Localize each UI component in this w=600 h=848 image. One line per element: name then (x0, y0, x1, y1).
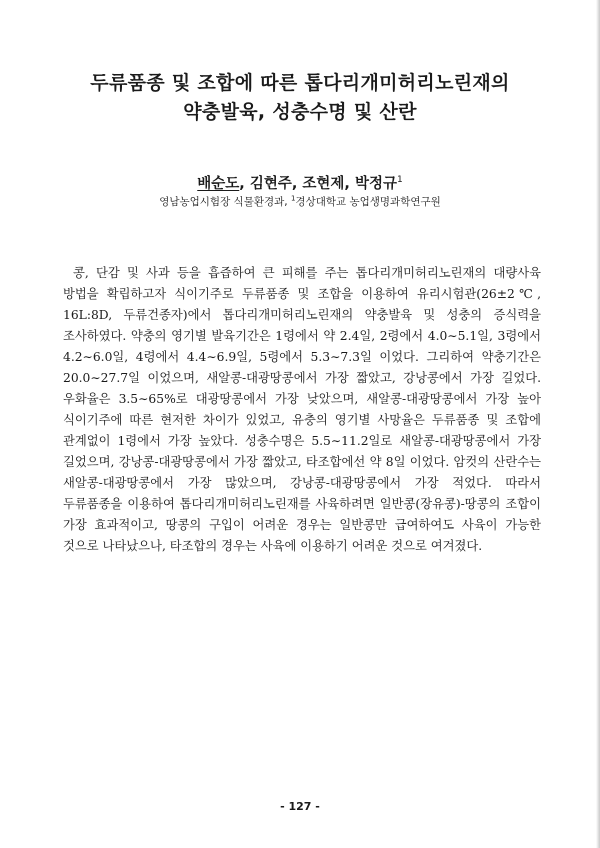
abstract-body: 콩, 단감 및 사과 등을 흡즙하여 큰 피해를 주는 톱다리개미허리노린재의 대량사육 방법을 확립하고자 식이기주로 두류품종 및 조합을 이용하여 유리시험관(26±2℃, 16L:8D, 두류건종자)에서 톱다리개미허리노린재의 약충발육 및 성충의 증식력을 조사하였다. 약충의 영기별 발육기간은 1령에서 약 2.4일, 2령에서 4.0∼5.1일, 3령에서 4.2∼6.0일, 4령에서 4.4∼6.9일, 5령에서 5.3∼7.3일 이었다. 그리하여 약충기간은 20.0∼27.7일 이었으며, 새알콩-대광땅콩에서 가장 짧았고, 강낭콩에서 가장 길었다. 우화율은 3.5∼65%로 대광땅콩에서 가장 낮았으며, 새알콩-대광땅콩에서 가장 높아 식이기주에 따른 현저한 차이가 있었고, 유충의 영기별 사망율은 두류품종 및 조합에 관계없이 1령에서 가장 높았다. 성충수명은 5.5∼11.2일로 새알콩-대광땅콩에서 가장 길었으며, 강낭콩-대광땅콩에서 가장 짧았고, 타조합에선 약 8일 이었다. 암컷의 산란수는 새알콩-대광땅콩에서 가장 많았으며, 강낭콩-대광땅콩에서 가장 적었다. 따라서 두류품종을 이용하여 톱다리개미허리노린재를 사육하려면 일반콩(장유콩)-땅콩의 조합이 가장 효과적이고, 땅콩의 구입이 어려운 경우는 일반콩만 급여하여도 사육이 가능한 것으로 나타났으나, 타조합의 경우는 사육에 이용하기 어려운 것으로 여겨졌다. (63, 266, 541, 553)
page-number: - 127 - (280, 800, 320, 813)
co-authors: , 김현주, 조현제, 박정규 (239, 176, 398, 192)
affiliation (40, 194, 560, 209)
affiliation-main: 영남농업시험장 식물환경과, (159, 196, 291, 208)
affiliation-second: 경상대학교 농업생명과학연구원 (295, 196, 441, 208)
first-author: 배순도 (197, 176, 240, 192)
paper-title-line-1: 두류품종 및 조합에 따른 톱다리개미허리노린재의 (90, 72, 510, 94)
scan-edge-shadow (596, 0, 600, 848)
author-affiliation-marker: 1 (397, 175, 403, 186)
paper-title-line-2: 약충발육, 성충수명 및 산란 (183, 101, 417, 123)
author-list (40, 172, 560, 193)
affiliation-marker: 1 (290, 194, 296, 203)
